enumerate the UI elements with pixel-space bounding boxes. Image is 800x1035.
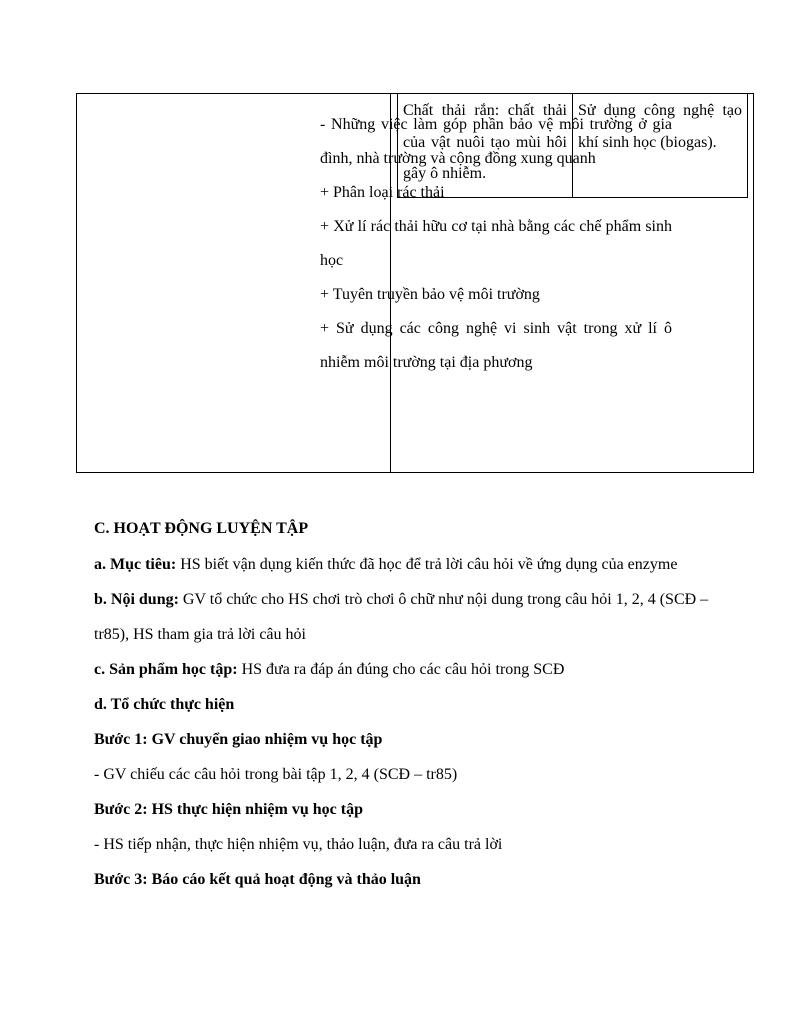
table-right-content	[320, 108, 672, 380]
step1-heading: Bước 1: GV chuyển giao nhiệm vụ học tập	[94, 731, 383, 748]
list-item: - Những việc làm góp phần bảo vệ môi trường ở gia đình, nhà trường và cộng đồng xung quanh	[320, 116, 672, 167]
list-item: + Phân loại rác thải	[320, 184, 445, 201]
product-text: HS đưa ra đáp án đúng cho các câu hỏi trong SCĐ	[237, 661, 565, 678]
content-label: b. Nội dung:	[94, 591, 179, 608]
list-item: + Xử lí rác thải hữu cơ tại nhà bằng các chế phẩm sinh học	[320, 218, 672, 269]
inner-cell-pollution: Chất thải rắn: chất thải của vật nuôi tạo mùi hôi gây ô nhiễm.	[398, 94, 573, 197]
objective-paragraph	[94, 547, 734, 582]
product-label: c. Sản phẩm học tập:	[94, 661, 238, 678]
list-item: + Tuyên truyền bảo vệ môi trường	[320, 286, 540, 303]
content-paragraph	[94, 582, 734, 652]
step2-text: - HS tiếp nhận, thực hiện nhiệm vụ, thảo luận, đưa ra câu trả lời	[94, 836, 503, 853]
content-text: GV tổ chức cho HS chơi trò chơi ô chữ như nội dung trong câu hỏi 1, 2, 4 (SCĐ – tr85), HS tham gia trả lời câu hỏi	[94, 591, 709, 643]
inner-cell-solution: Sử dụng công nghệ tạo khí sinh học (biogas).	[578, 102, 742, 151]
product-paragraph	[94, 652, 734, 687]
objective-text: HS biết vận dụng kiến thức đã học để trả lời câu hỏi về ứng dụng của enzyme	[176, 556, 678, 573]
objective-label: a. Mục tiêu:	[94, 556, 177, 573]
section-title: C. HOẠT ĐỘNG LUYỆN TẬP	[94, 520, 309, 537]
list-item: + Sử dụng các công nghệ vi sinh vật trong xử lí ô nhiễm môi trường tại địa phương	[320, 320, 672, 371]
organize-heading: d. Tổ chức thực hiện	[94, 696, 235, 713]
practice-section	[94, 511, 734, 897]
step2-heading: Bước 2: HS thực hiện nhiệm vụ học tập	[94, 801, 363, 818]
step1-text: - GV chiếu các câu hỏi trong bài tập 1, 2, 4 (SCĐ – tr85)	[94, 766, 458, 783]
step3-heading: Bước 3: Báo cáo kết quả hoạt động và thảo luận	[94, 871, 421, 888]
